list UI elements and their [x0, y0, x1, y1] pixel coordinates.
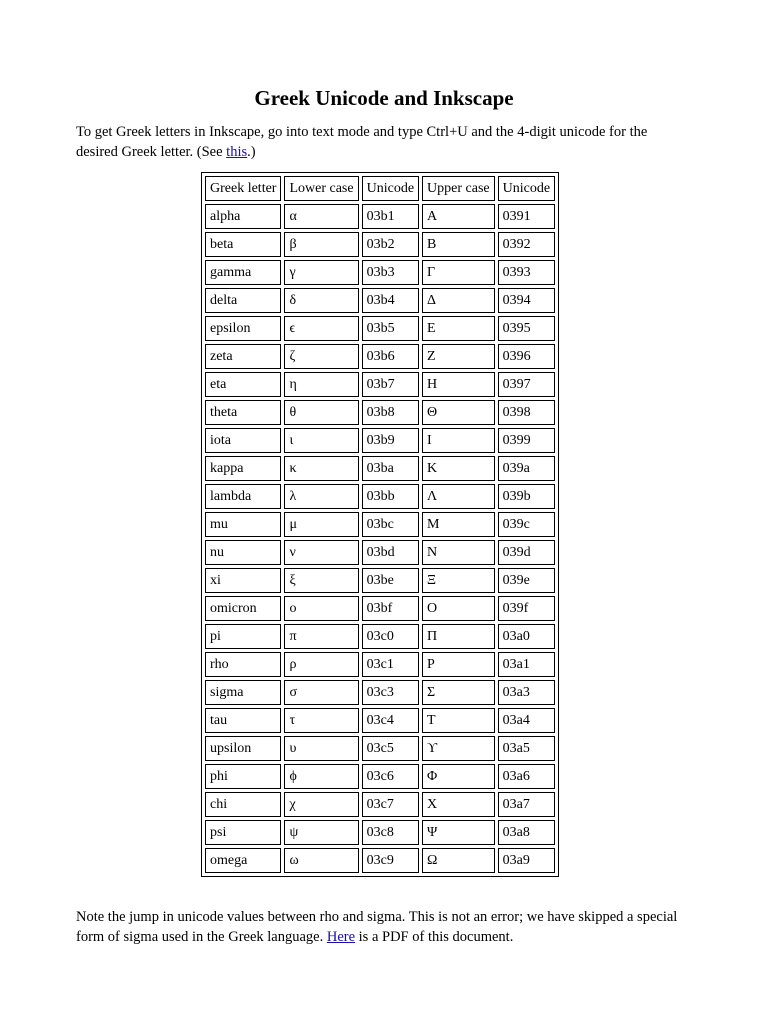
table-row	[205, 372, 555, 397]
upper-unicode-cell: 03a5	[498, 736, 555, 761]
upper-case-cell: Ο	[422, 596, 495, 621]
lower-unicode-cell: 03bd	[362, 540, 419, 565]
upper-case-cell: Σ	[422, 680, 495, 705]
upper-case-cell: Μ	[422, 512, 495, 537]
header-lower-case: Lower case	[284, 176, 358, 201]
lower-unicode-cell: 03b1	[362, 204, 419, 229]
letter-name-cell: zeta	[205, 344, 281, 369]
lower-case-cell: η	[284, 372, 358, 397]
letter-name-cell: mu	[205, 512, 281, 537]
letter-name-cell: delta	[205, 288, 281, 313]
upper-unicode-cell: 03a1	[498, 652, 555, 677]
upper-unicode-cell: 0392	[498, 232, 555, 257]
table-row	[205, 456, 555, 481]
header-upper-unicode: Unicode	[498, 176, 555, 201]
lower-unicode-cell: 03c1	[362, 652, 419, 677]
lower-unicode-cell: 03ba	[362, 456, 419, 481]
lower-unicode-cell: 03c6	[362, 764, 419, 789]
letter-name-cell: tau	[205, 708, 281, 733]
table-row	[205, 232, 555, 257]
lower-unicode-cell: 03b6	[362, 344, 419, 369]
table-row	[205, 344, 555, 369]
upper-case-cell: Θ	[422, 400, 495, 425]
upper-case-cell: Ψ	[422, 820, 495, 845]
lower-case-cell: ζ	[284, 344, 358, 369]
table-row	[205, 288, 555, 313]
lower-case-cell: σ	[284, 680, 358, 705]
upper-unicode-cell: 03a9	[498, 848, 555, 873]
letter-name-cell: upsilon	[205, 736, 281, 761]
greek-unicode-table-wrapper	[201, 172, 559, 877]
lower-case-cell: ρ	[284, 652, 358, 677]
letter-name-cell: sigma	[205, 680, 281, 705]
greek-unicode-table	[201, 172, 559, 877]
table-row	[205, 736, 555, 761]
letter-name-cell: xi	[205, 568, 281, 593]
lower-case-cell: τ	[284, 708, 358, 733]
lower-unicode-cell: 03c9	[362, 848, 419, 873]
upper-case-cell: Ξ	[422, 568, 495, 593]
table-row	[205, 540, 555, 565]
letter-name-cell: nu	[205, 540, 281, 565]
lower-unicode-cell: 03c3	[362, 680, 419, 705]
header-row	[205, 176, 555, 201]
lower-case-cell: ψ	[284, 820, 358, 845]
upper-unicode-cell: 0398	[498, 400, 555, 425]
upper-unicode-cell: 0395	[498, 316, 555, 341]
table-row	[205, 428, 555, 453]
upper-unicode-cell: 03a4	[498, 708, 555, 733]
intro-paragraph	[76, 122, 686, 162]
upper-unicode-cell: 03a6	[498, 764, 555, 789]
table-row	[205, 484, 555, 509]
letter-name-cell: theta	[205, 400, 281, 425]
intro-text-end: .)	[247, 144, 256, 160]
lower-unicode-cell: 03b4	[362, 288, 419, 313]
upper-unicode-cell: 0397	[498, 372, 555, 397]
upper-unicode-cell: 0391	[498, 204, 555, 229]
lower-unicode-cell: 03c5	[362, 736, 419, 761]
table-row	[205, 260, 555, 285]
lower-unicode-cell: 03b8	[362, 400, 419, 425]
letter-name-cell: gamma	[205, 260, 281, 285]
lower-unicode-cell: 03c0	[362, 624, 419, 649]
upper-case-cell: Ω	[422, 848, 495, 873]
letter-name-cell: psi	[205, 820, 281, 845]
lower-case-cell: ϕ	[284, 764, 358, 789]
lower-case-cell: π	[284, 624, 358, 649]
letter-name-cell: iota	[205, 428, 281, 453]
lower-unicode-cell: 03b3	[362, 260, 419, 285]
table-row	[205, 848, 555, 873]
lower-unicode-cell: 03bc	[362, 512, 419, 537]
table-row	[205, 316, 555, 341]
lower-unicode-cell: 03c7	[362, 792, 419, 817]
upper-case-cell: ϒ	[422, 736, 495, 761]
table-row	[205, 792, 555, 817]
upper-case-cell: Γ	[422, 260, 495, 285]
pdf-link[interactable]: Here	[326, 929, 356, 945]
lower-case-cell: θ	[284, 400, 358, 425]
lower-unicode-cell: 03b9	[362, 428, 419, 453]
lower-case-cell: λ	[284, 484, 358, 509]
lower-case-cell: ι	[284, 428, 358, 453]
table-row	[205, 596, 555, 621]
table-row	[205, 400, 555, 425]
upper-unicode-cell: 039f	[498, 596, 555, 621]
note-paragraph	[76, 907, 686, 947]
upper-unicode-cell: 039e	[498, 568, 555, 593]
table-body	[205, 204, 555, 873]
note-text-end: is a PDF of this document.	[355, 929, 514, 945]
header-lower-unicode: Unicode	[362, 176, 419, 201]
upper-case-cell: Λ	[422, 484, 495, 509]
lower-case-cell: ο	[284, 596, 358, 621]
upper-case-cell: Δ	[422, 288, 495, 313]
upper-unicode-cell: 0393	[498, 260, 555, 285]
intro-text: To get Greek letters in Inkscape, go into text mode and type Ctrl+U and the 4-digit unicode for the desired Greek letter. (See	[76, 124, 648, 160]
lower-case-cell: ω	[284, 848, 358, 873]
upper-unicode-cell: 03a7	[498, 792, 555, 817]
lower-unicode-cell: 03be	[362, 568, 419, 593]
lower-unicode-cell: 03bf	[362, 596, 419, 621]
lower-case-cell: α	[284, 204, 358, 229]
letter-name-cell: epsilon	[205, 316, 281, 341]
table-row	[205, 680, 555, 705]
letter-name-cell: phi	[205, 764, 281, 789]
letter-name-cell: eta	[205, 372, 281, 397]
letter-name-cell: pi	[205, 624, 281, 649]
see-this-link[interactable]: this	[226, 144, 248, 160]
upper-case-cell: Β	[422, 232, 495, 257]
upper-unicode-cell: 039d	[498, 540, 555, 565]
lower-case-cell: δ	[284, 288, 358, 313]
upper-case-cell: Ζ	[422, 344, 495, 369]
upper-unicode-cell: 039b	[498, 484, 555, 509]
upper-unicode-cell: 0396	[498, 344, 555, 369]
lower-unicode-cell: 03bb	[362, 484, 419, 509]
upper-case-cell: Α	[422, 204, 495, 229]
upper-case-cell: Ι	[422, 428, 495, 453]
lower-case-cell: ϵ	[284, 316, 358, 341]
header-greek-letter: Greek letter	[205, 176, 281, 201]
table-row	[205, 204, 555, 229]
letter-name-cell: beta	[205, 232, 281, 257]
lower-case-cell: κ	[284, 456, 358, 481]
table-row	[205, 652, 555, 677]
letter-name-cell: omega	[205, 848, 281, 873]
letter-name-cell: kappa	[205, 456, 281, 481]
table-row	[205, 512, 555, 537]
upper-case-cell: Ν	[422, 540, 495, 565]
lower-case-cell: γ	[284, 260, 358, 285]
upper-case-cell: Χ	[422, 792, 495, 817]
upper-case-cell: Φ	[422, 764, 495, 789]
upper-case-cell: Κ	[422, 456, 495, 481]
letter-name-cell: omicron	[205, 596, 281, 621]
lower-case-cell: β	[284, 232, 358, 257]
letter-name-cell: alpha	[205, 204, 281, 229]
letter-name-cell: rho	[205, 652, 281, 677]
lower-unicode-cell: 03b5	[362, 316, 419, 341]
lower-unicode-cell: 03b7	[362, 372, 419, 397]
lower-unicode-cell: 03b2	[362, 232, 419, 257]
table-row	[205, 568, 555, 593]
header-upper-case: Upper case	[422, 176, 495, 201]
lower-case-cell: ν	[284, 540, 358, 565]
upper-unicode-cell: 039c	[498, 512, 555, 537]
lower-unicode-cell: 03c4	[362, 708, 419, 733]
upper-unicode-cell: 03a0	[498, 624, 555, 649]
lower-case-cell: υ	[284, 736, 358, 761]
upper-unicode-cell: 039a	[498, 456, 555, 481]
upper-unicode-cell: 03a3	[498, 680, 555, 705]
upper-case-cell: Π	[422, 624, 495, 649]
upper-unicode-cell: 0394	[498, 288, 555, 313]
table-header	[205, 176, 555, 201]
table-row	[205, 624, 555, 649]
lower-case-cell: χ	[284, 792, 358, 817]
upper-case-cell: Ρ	[422, 652, 495, 677]
lower-unicode-cell: 03c8	[362, 820, 419, 845]
table-row	[205, 708, 555, 733]
upper-unicode-cell: 03a8	[498, 820, 555, 845]
upper-case-cell: Ε	[422, 316, 495, 341]
table-row	[205, 764, 555, 789]
note-text: Note the jump in unicode values between rho and sigma. This is not an error; we have skipped a special form of sigma used in the Greek language.	[76, 909, 678, 945]
upper-case-cell: Η	[422, 372, 495, 397]
lower-case-cell: ξ	[284, 568, 358, 593]
upper-case-cell: Τ	[422, 708, 495, 733]
page-title: Greek Unicode and Inkscape	[254, 86, 514, 110]
letter-name-cell: chi	[205, 792, 281, 817]
table-row	[205, 820, 555, 845]
lower-case-cell: μ	[284, 512, 358, 537]
upper-unicode-cell: 0399	[498, 428, 555, 453]
letter-name-cell: lambda	[205, 484, 281, 509]
